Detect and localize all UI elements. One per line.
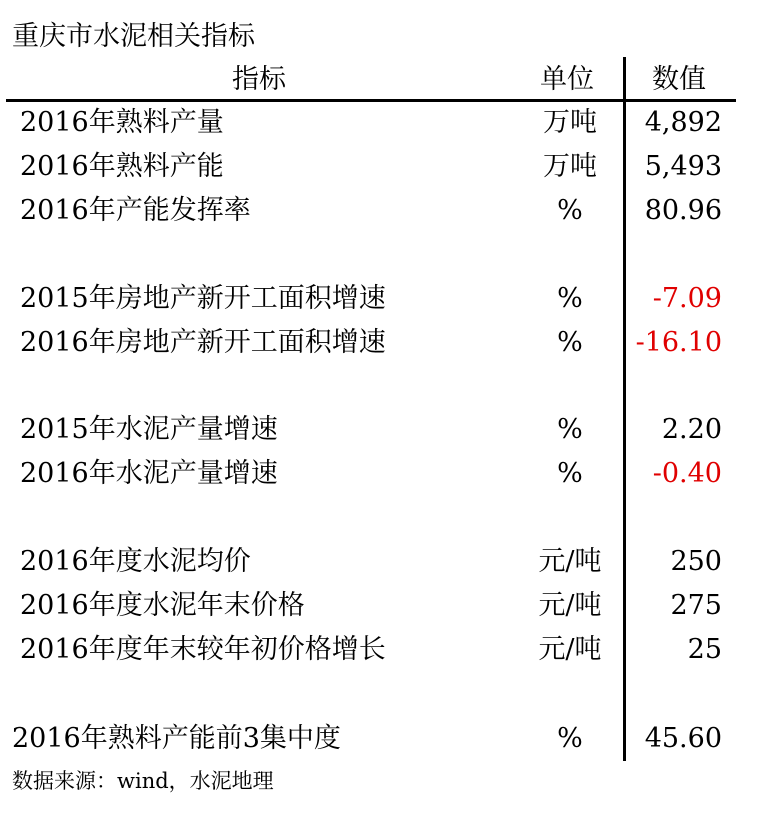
row-indicator: 2015年房地产新开工面积增速 [20,283,386,314]
row-indicator: 2016年产能发挥率 [20,195,251,226]
row-indicator: 2016年熟料产量 [20,107,224,138]
row-unit: % [557,283,583,314]
row-unit: 元/吨 [538,590,602,621]
table-row [0,103,766,143]
table-row [0,279,766,319]
table-row [0,542,766,582]
row-value: 275 [670,590,722,621]
row-value: 4,892 [644,107,722,138]
row-indicator: 2016年房地产新开工面积增速 [20,327,386,358]
row-value: -16.10 [635,327,722,358]
table-row [0,454,766,494]
row-unit: % [557,458,583,489]
row-value: 250 [670,546,722,577]
table-row [0,410,766,450]
table-row [0,719,766,759]
row-unit: % [557,327,583,358]
row-value: 5,493 [644,151,722,182]
header-value: 数值 [652,64,706,95]
row-unit: % [557,414,583,445]
data-source-note: 数据来源：wind，水泥地理 [12,769,274,793]
row-value: 25 [687,634,722,665]
header-unit: 单位 [540,64,594,95]
row-indicator: 2015年水泥产量增速 [20,414,278,445]
row-indicator: 2016年熟料产能 [20,151,224,182]
row-indicator: 2016年水泥产量增速 [20,458,278,489]
row-unit: 万吨 [543,151,597,182]
row-unit: 元/吨 [538,546,602,577]
table-header-row [0,62,766,100]
row-indicator: 2016年度水泥均价 [20,546,251,577]
table-row [0,147,766,187]
row-value: -7.09 [652,283,722,314]
row-value: -0.40 [652,458,722,489]
row-value: 45.60 [644,723,722,754]
header-divider [6,99,736,102]
row-unit: 万吨 [543,107,597,138]
table-row [0,323,766,363]
row-indicator: 2016年度水泥年末价格 [20,590,305,621]
table-row [0,586,766,626]
table-row [0,630,766,670]
header-indicator: 指标 [232,64,286,95]
table-row [0,191,766,231]
table-title: 重庆市水泥相关指标 [12,21,255,52]
row-unit: % [557,723,583,754]
row-value: 2.20 [661,414,722,445]
row-unit: 元/吨 [538,634,602,665]
row-unit: % [557,195,583,226]
row-indicator: 2016年度年末较年初价格增长 [20,634,386,665]
row-indicator: 2016年熟料产能前3集中度 [12,723,341,754]
row-value: 80.96 [644,195,722,226]
